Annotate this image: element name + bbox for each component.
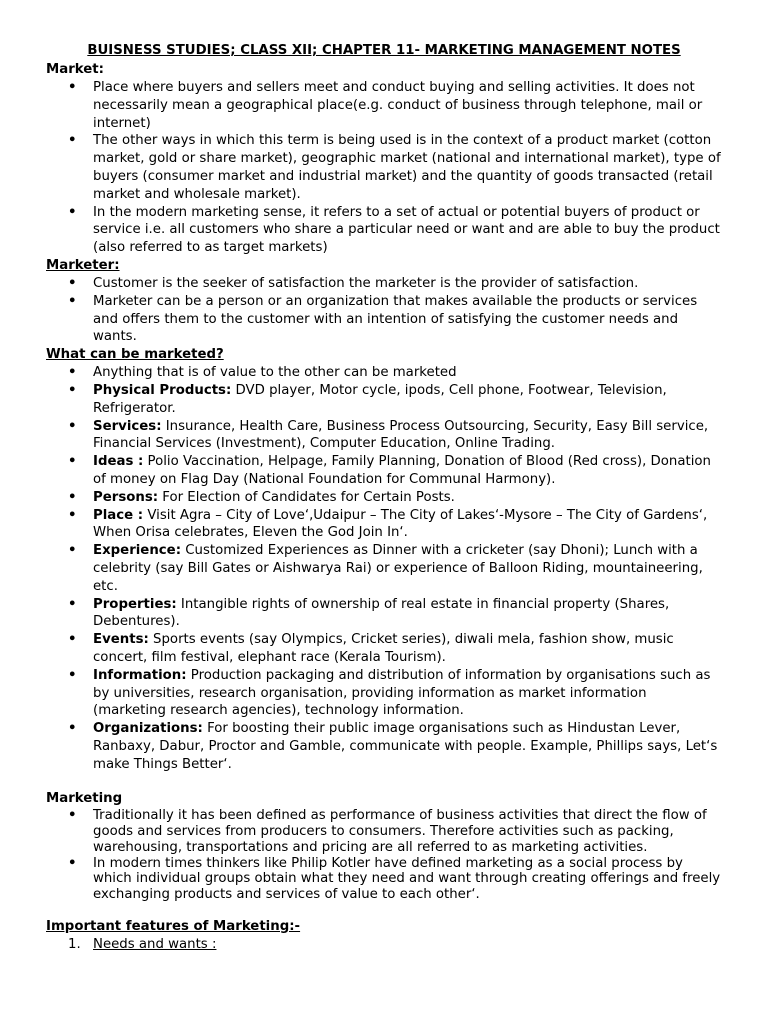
item-number: 1.	[68, 936, 81, 952]
item-label: Persons:	[93, 489, 159, 505]
item-label: Experience:	[93, 543, 182, 559]
what-marketed-heading: What can be marketed?	[46, 347, 224, 363]
item-text: Production packaging and distribution of information by organisations such as by universities, research organisation, providing information as market information (marketing research agencies), technology information.	[93, 667, 711, 719]
list-item	[46, 667, 722, 720]
list-item	[46, 507, 722, 543]
item-text: For Election of Candidates for Certain Posts.	[158, 489, 455, 505]
features-list	[46, 936, 722, 954]
list-item	[46, 720, 722, 773]
document-page	[46, 42, 722, 954]
what-marketed-list	[46, 364, 722, 773]
list-item: • Marketer can be a person or an organization that makes available the products or services and offers them to the customer with an intention of satisfying the customer needs and wants.	[46, 293, 722, 346]
spacer	[46, 903, 722, 918]
list-item: • The other ways in which this term is being used is in the context of a product market (cotton market, gold or share market), geographic market (national and international market), type of buyers (consumer market and industrial market) and the quantity of goods transacted (retail market and wholesale market).	[46, 132, 722, 203]
list-item	[46, 382, 722, 418]
item-label: Place :	[93, 507, 144, 523]
item-label: Properties:	[93, 596, 177, 612]
list-item	[46, 936, 722, 954]
marketer-heading: Marketer:	[46, 257, 120, 273]
marketer-list	[46, 275, 722, 346]
list-item: • In modern times thinkers like Philip Kotler have defined marketing as a social process by which individual groups obtain what they need and want through creating offerings and freely exchanging products and services of value to each other‘.	[46, 856, 722, 903]
page-title: BUISNESS STUDIES; CLASS XII; CHAPTER 11- MARKETING MANAGEMENT NOTES	[87, 43, 681, 58]
list-item	[46, 453, 722, 489]
list-item: • Anything that is of value to the other can be marketed	[46, 364, 722, 382]
list-item: • Traditionally it has been defined as performance of business activities that direct the flow of goods and services from producers to consumers. Therefore activities such as packing, warehousing, transportations and pricing are all referred to as marketing activities.	[46, 808, 722, 855]
list-item	[46, 631, 722, 667]
marketing-heading: Marketing	[46, 791, 123, 807]
item-text: DVD player, Motor cycle, ipods, Cell phone, Footwear, Television, Refrigerator.	[93, 382, 667, 416]
item-text: Polio Vaccination, Helpage, Family Planning, Donation of Blood (Red cross), Donation of money on Flag Day (National Foundation for Communal Harmony).	[93, 454, 711, 487]
item-label: Physical Products:	[93, 382, 232, 398]
market-heading: Market:	[46, 62, 104, 77]
item-text: Customized Experiences as Dinner with a cricketer (say Dhoni); Lunch with a celebrity (say Bill Gates or Aishwarya Rai) or experience of Balloon Riding, mountaineering, etc.	[93, 543, 703, 594]
list-item	[46, 489, 722, 507]
list-item: • In the modern marketing sense, it refers to a set of actual or potential buyers of product or service i.e. all customers who share a particular need or want and are able to buy the product (also referred to as target markets)	[46, 204, 722, 257]
spacer	[46, 773, 722, 790]
list-item	[46, 418, 722, 454]
item-text: For boosting their public image organisations such as Hindustan Lever, Ranbaxy, Dabur, Proctor and Gamble, communicate with people. Example, Phillips says, Let‘s make Things Better‘.	[93, 721, 718, 772]
market-list	[46, 79, 722, 257]
item-label: Services:	[93, 418, 162, 434]
item-text: Intangible rights of ownership of real estate in financial property (Shares, Debentures).	[93, 596, 670, 630]
item-text: Visit Agra – City of Love‘,Udaipur – The City of Lakes‘-Mysore – The City of Gardens‘, When Orisa celebrates, Eleven the God Join In‘.	[93, 507, 708, 541]
item-label: Information:	[93, 667, 187, 683]
item-text: Insurance, Health Care, Business Process Outsourcing, Security, Easy Bill service, Financial Services (Investment), Computer Education, Online Trading.	[93, 418, 709, 452]
item-text: Sports events (say Olympics, Cricket series), diwali mela, fashion show, music concert, film festival, elephant race (Kerala Tourism).	[93, 632, 674, 665]
item-text: Needs and wants :	[93, 936, 217, 952]
item-label: Events:	[93, 632, 149, 648]
item-label: Ideas :	[93, 454, 144, 470]
marketing-list	[46, 808, 722, 902]
list-item	[46, 596, 722, 632]
list-item: • Customer is the seeker of satisfaction the marketer is the provider of satisfaction.	[46, 275, 722, 293]
list-item: • Place where buyers and sellers meet and conduct buying and selling activities. It does not necessarily mean a geographical place(e.g. conduct of business through telephone, mail or internet)	[46, 79, 722, 132]
features-heading: Important features of Marketing:-	[46, 918, 301, 934]
item-label: Organizations:	[93, 721, 203, 737]
list-item	[46, 542, 722, 595]
